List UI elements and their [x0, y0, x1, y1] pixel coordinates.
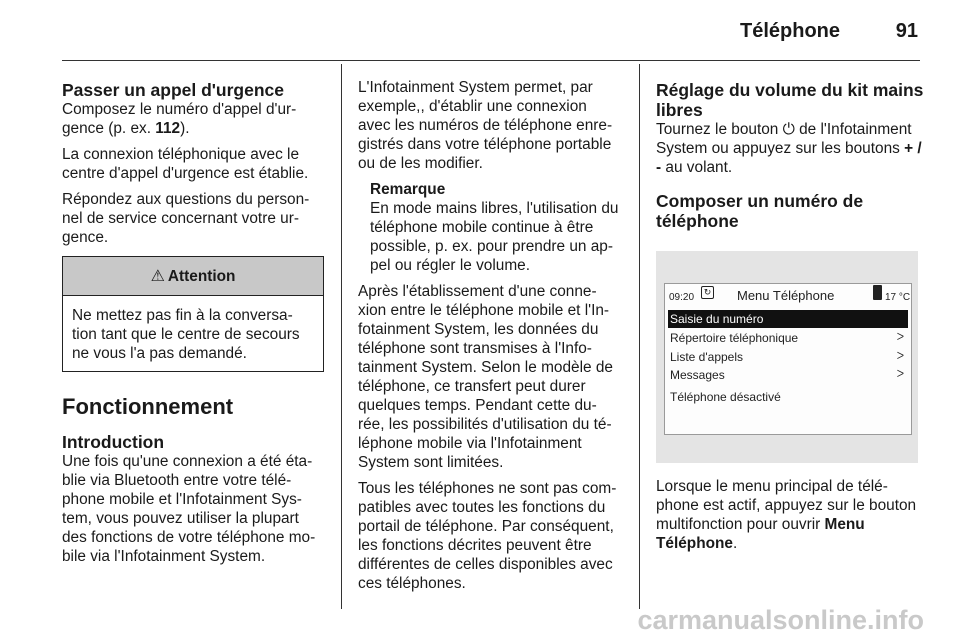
infotainment-paragraph: L'Infotainment System permet, par exemple,, d'établir une connexion avec les numéros de téléphone enre-gistrés dans votre téléphone portable ou de les modifier. [358, 79, 613, 172]
menu-item-dial-number[interactable]: Saisie du numéro [668, 310, 908, 328]
page-number: 91 [895, 20, 918, 42]
volume-paragraph: Tournez le bouton ⏻ de l'Infotainment System ou appuyez sur les boutons + / - au volant. [656, 121, 922, 176]
menu-name: Menu Téléphone [656, 516, 865, 552]
column-divider [341, 64, 342, 609]
page-header [62, 0, 920, 61]
emergency-number: 112 [155, 120, 181, 137]
compatibility-paragraph: Tous les téléphones ne sont pas com-patibles avec toutes les fonctions du portail de téléphone. Par conséquent, les fonctions décrites peuvent être différentes de celles disponibles avec ces téléphones. [358, 480, 617, 592]
questions-paragraph: Répondez aux questions du person-nel de service concernant votre ur-gence. [62, 191, 310, 246]
display-status-bar [665, 284, 911, 304]
column-divider [639, 64, 640, 609]
column-left [62, 64, 324, 573]
watermark: carmanualsonline.info [637, 605, 924, 635]
attention-box [62, 256, 324, 372]
connection-paragraph: La connexion téléphonique avec le centre d'appel d'urgence est établie. [62, 146, 309, 182]
attention-title: Attention [167, 267, 236, 285]
emergency-paragraph: Composez le numéro d'appel d'ur-gence (p. ex. 112). [62, 101, 297, 137]
phone-icon [873, 285, 882, 300]
menu-item-messages[interactable]: Messages ᐳ [670, 368, 904, 382]
column-right [656, 64, 924, 560]
page-title: Téléphone [739, 20, 840, 42]
caption-paragraph: Lorsque le menu principal de télé-phone est actif, appuyez sur le bouton multifonction pour ouvrir Menu Téléphone. [656, 478, 917, 552]
display-panel [664, 283, 912, 435]
volume-heading: Réglage du volume du kit mains libres [656, 80, 924, 120]
menu-item-phone-off[interactable]: Téléphone désactivé [670, 390, 781, 404]
submenu-arrow-icon: ᐳ [896, 369, 904, 380]
phone-menu-screenshot [656, 251, 918, 463]
display-title: Menu Téléphone [737, 288, 835, 303]
power-knob-icon: ⏻ [782, 121, 795, 138]
transfer-paragraph: Après l'établissement d'une conne-xion entre le téléphone mobile et l'In-fotainment System, les données du téléphone sont transmises à l'Info-tainment System. Selon le modèle de téléphone, ce transfert peut durer quelques temps. Pendant cette du-rée, les possibilités d'utilisation du té-léphone mobile via l'Infotainment System sont limitées. [358, 283, 613, 471]
volume-buttons: + / - [656, 140, 922, 176]
submenu-arrow-icon: ᐳ [896, 332, 904, 343]
notice-text: En mode mains libres, l'utilisation du téléphone mobile continue à être possible, p. ex. pour prendre un ap-pel ou régler le volume. [370, 200, 619, 274]
clock-time: 09:20 [669, 292, 695, 303]
warning-triangle-icon: ⚠ [150, 267, 165, 285]
emergency-heading: Passer un appel d'urgence [62, 80, 285, 100]
temperature: 17 °C [885, 292, 911, 303]
attention-body: Ne mettez pas fin à la conversa-tion tant que le centre de secours ne vous l'a pas demandé. [72, 307, 300, 362]
intro-heading: Introduction [62, 432, 165, 452]
column-middle [358, 78, 622, 600]
dial-heading: Composer un numéro de téléphone [656, 191, 864, 231]
attention-header [63, 257, 323, 296]
submenu-arrow-icon: ᐳ [896, 351, 904, 362]
sync-icon: ↻ [701, 286, 714, 299]
menu-item-phonebook[interactable]: Répertoire téléphonique ᐳ [670, 331, 904, 345]
intro-paragraph: Une fois qu'une connexion a été éta-blie via Bluetooth entre votre télé-phone mobile et l'Infotainment Sys-tem, vous pouvez utiliser la plupart des fonctions de votre téléphone mo-bile via l'Infotainment System. [62, 453, 316, 565]
section-heading: Fonctionnement [62, 394, 234, 419]
notice-block [358, 180, 622, 275]
menu-item-call-lists[interactable]: Liste d'appels ᐳ [670, 350, 904, 364]
notice-title: Remarque [370, 181, 446, 198]
